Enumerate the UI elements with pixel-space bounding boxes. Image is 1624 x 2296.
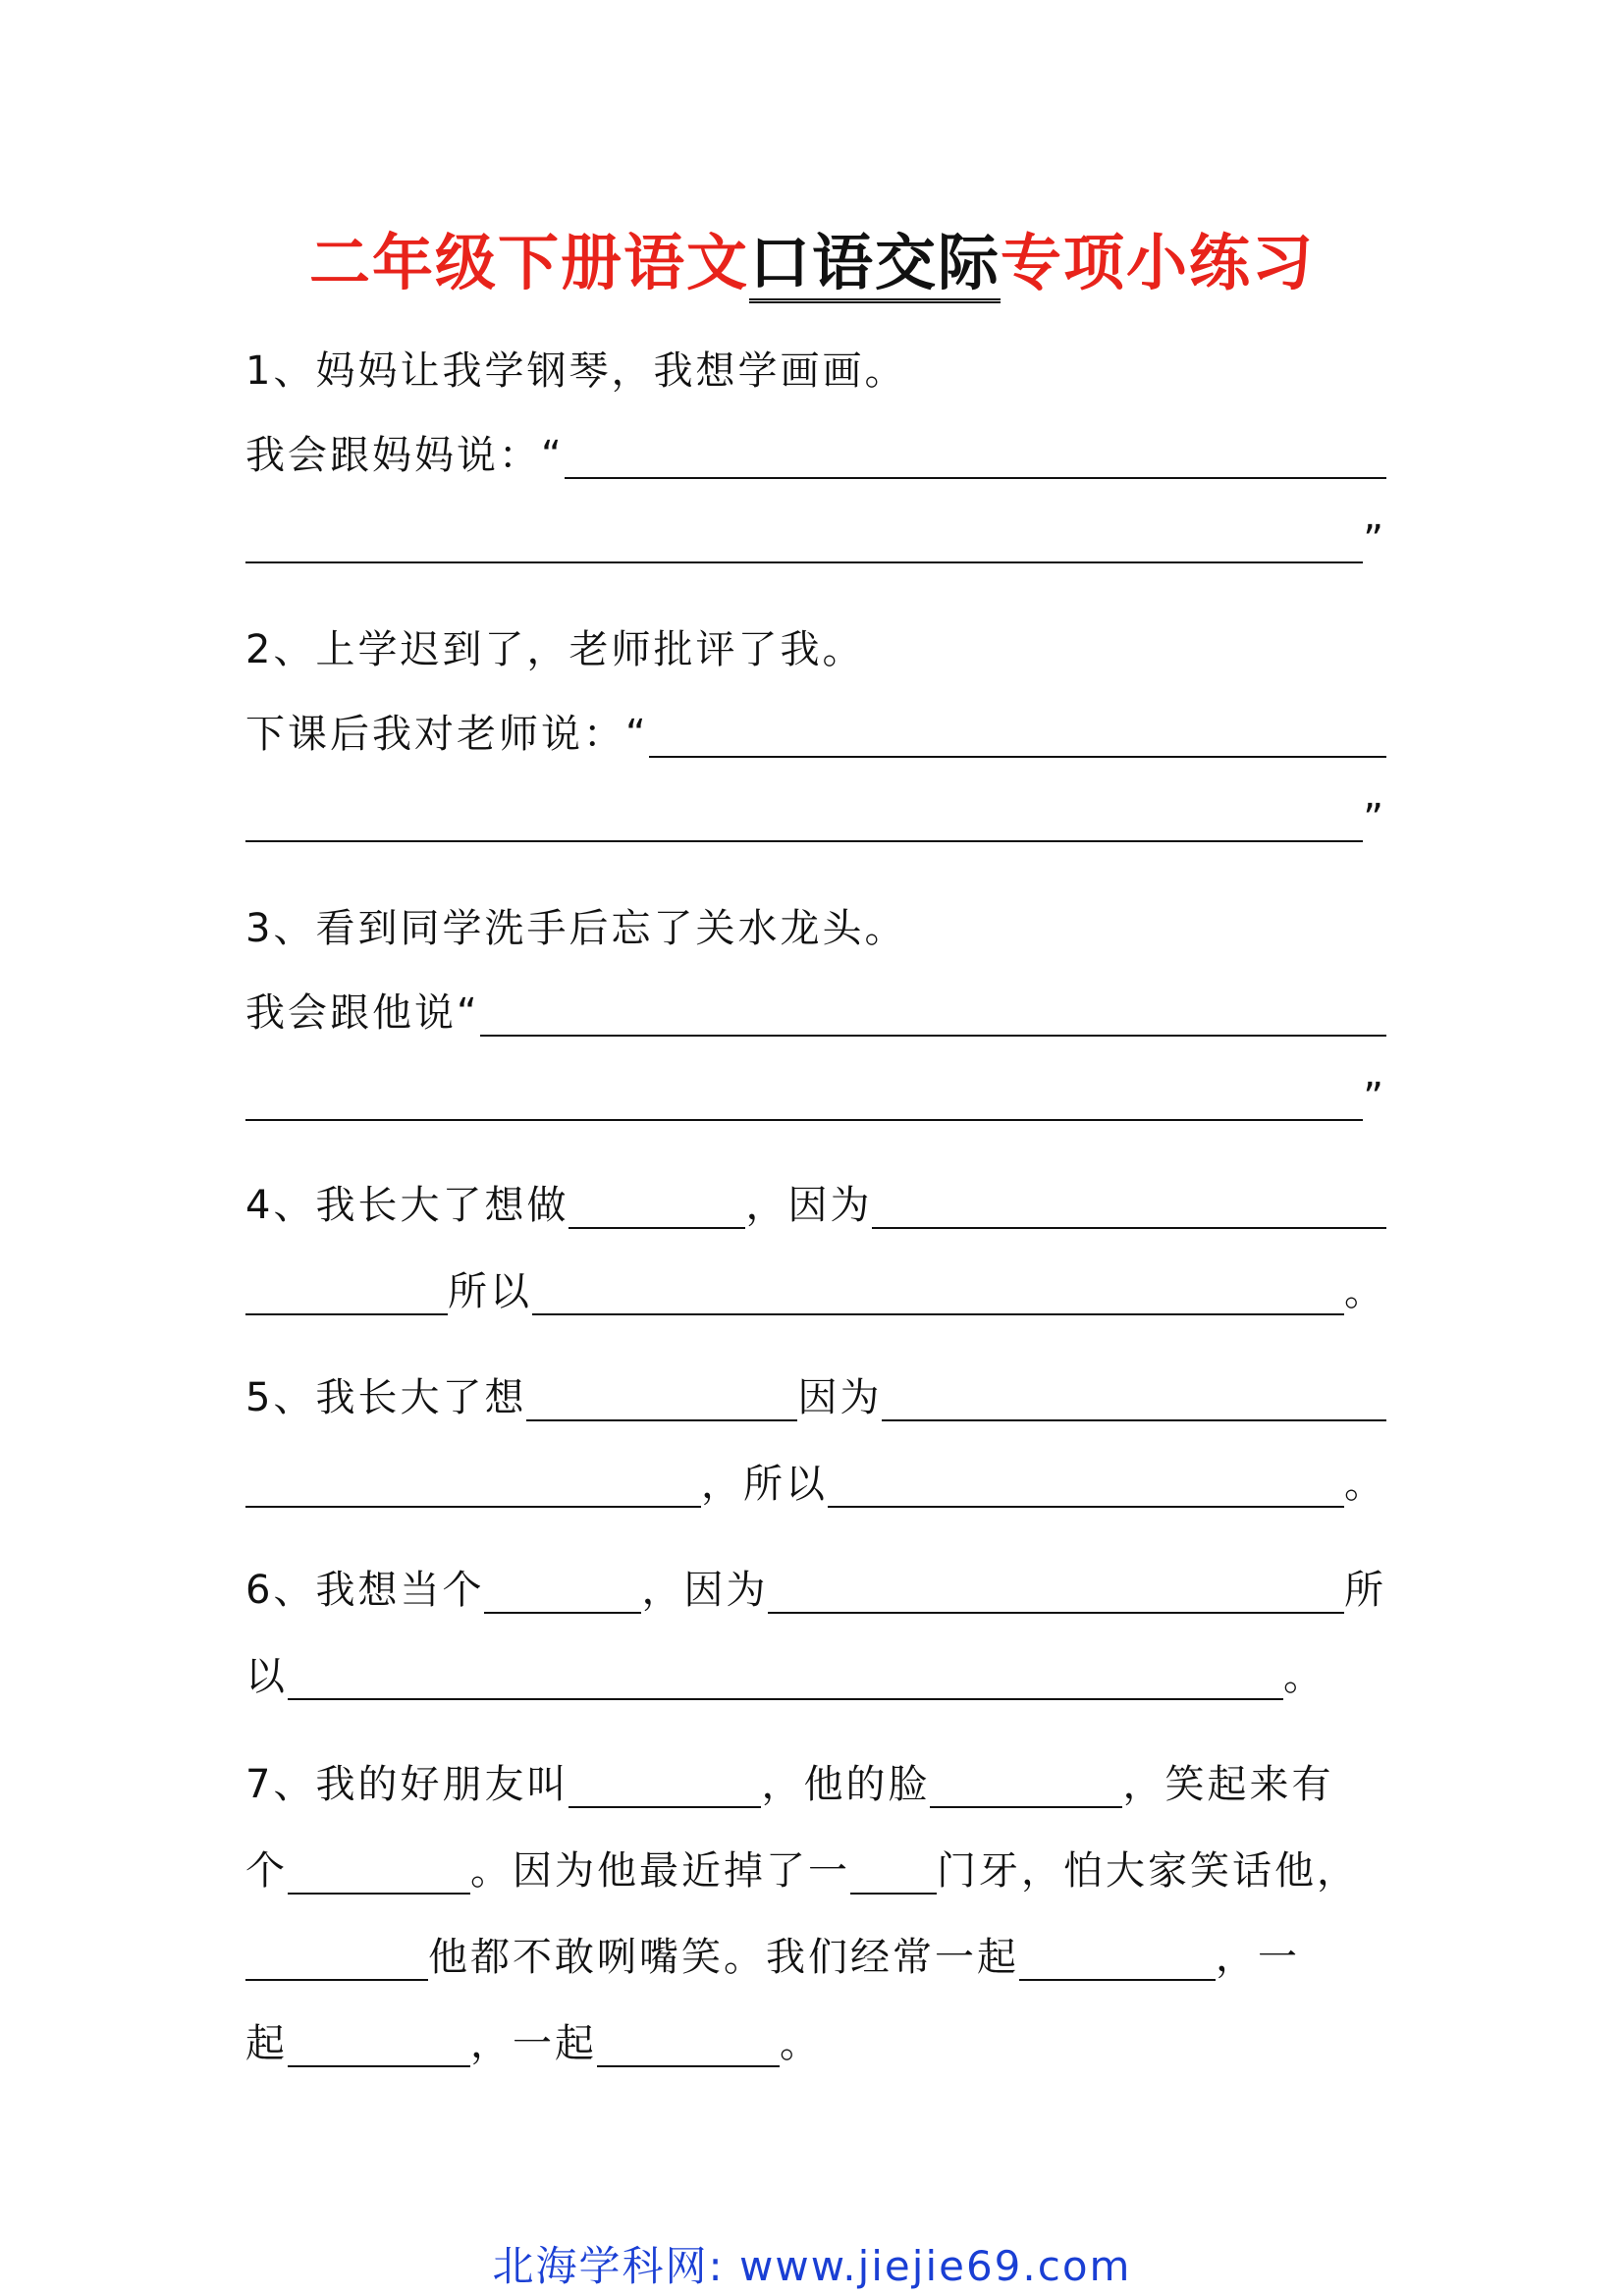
q4-text-c: 所以 <box>448 1269 532 1314</box>
q5-blank-result[interactable] <box>828 1459 1344 1508</box>
q7-blank-count[interactable] <box>850 1845 937 1895</box>
q7-text-a: 7、我的好朋友叫 <box>245 1762 569 1807</box>
q7-blank-activity-1[interactable] <box>1019 1932 1216 1981</box>
q6-text-a: 6、我想当个 <box>245 1568 485 1613</box>
q5-line-2 <box>245 1455 1386 1514</box>
q7-line-3 <box>245 1928 1386 1987</box>
q7-text-b: ，他的脸 <box>761 1762 931 1807</box>
q7-line-1 <box>245 1755 1386 1814</box>
q5-text-c: ，所以 <box>701 1462 828 1507</box>
q7-text-g: 他都不敢咧嘴笑。我们经常一起 <box>428 1935 1019 1980</box>
q2-close-quote: ” <box>1363 796 1386 841</box>
q3-question <box>245 899 1386 958</box>
q4-blank-reason-2[interactable] <box>245 1266 448 1315</box>
q1-text: 1、妈妈让我学钢琴，我想学画画。 <box>245 348 907 394</box>
q3-prompt: 我会跟他说“ <box>245 990 480 1036</box>
q6-line-1 <box>245 1561 1386 1620</box>
title-part-3: 专项小练习 <box>1001 227 1316 298</box>
q6-text-d: 以 <box>245 1654 288 1699</box>
q3-answer-line-1 <box>245 984 1386 1042</box>
q5-blank-reason-2[interactable] <box>245 1459 701 1508</box>
q7-blank-connector[interactable] <box>245 1932 428 1981</box>
q6-blank-role[interactable] <box>484 1565 641 1614</box>
q5-end: 。 <box>1344 1462 1386 1507</box>
q7-line-2 <box>245 1842 1386 1900</box>
q4-blank-job[interactable] <box>568 1180 745 1229</box>
q2-prompt: 下课后我对老师说：“ <box>245 712 649 757</box>
q6-text-c: 所 <box>1344 1568 1386 1613</box>
q1-answer-blank-1[interactable] <box>565 430 1386 479</box>
q1-close-quote: ” <box>1363 517 1386 562</box>
q7-blank-face[interactable] <box>930 1759 1122 1808</box>
q2-text: 2、上学迟到了，老师批评了我。 <box>245 627 865 672</box>
q4-blank-reason-1[interactable] <box>872 1180 1386 1229</box>
q5-blank-wish[interactable] <box>526 1372 797 1421</box>
q7-text-f: 门牙，怕大家笑话他， <box>937 1848 1359 1894</box>
q7-text-j: ，一起 <box>470 2021 597 2066</box>
q2-answer-line-1 <box>245 705 1386 764</box>
q6-blank-reason[interactable] <box>768 1565 1344 1614</box>
q1-question <box>245 342 1386 400</box>
q2-question <box>245 620 1386 679</box>
page-title <box>0 224 1624 302</box>
q4-line-1 <box>245 1176 1386 1235</box>
q4-end: 。 <box>1344 1269 1386 1314</box>
title-part-2: 口语交际 <box>749 227 1001 303</box>
q7-blank-activity-2[interactable] <box>288 2018 470 2067</box>
q7-text-i: 起 <box>245 2021 288 2066</box>
q1-prompt: 我会跟妈妈说：“ <box>245 433 565 478</box>
q7-blank-activity-3[interactable] <box>597 2018 780 2067</box>
q5-text-a: 5、我长大了想 <box>245 1375 527 1420</box>
q5-text-b: 因为 <box>797 1375 883 1420</box>
q6-blank-result[interactable] <box>288 1651 1283 1700</box>
q4-text-b: ，因为 <box>745 1183 873 1228</box>
footer-watermark: 北海学科网: www.jiejie69.com <box>492 2242 1132 2290</box>
q6-text-b: ，因为 <box>641 1568 769 1613</box>
q7-blank-feature[interactable] <box>288 1845 470 1895</box>
q4-line-2 <box>245 1262 1386 1321</box>
q3-answer-blank-2[interactable] <box>245 1072 1363 1121</box>
q6-end: 。 <box>1283 1654 1326 1699</box>
q7-text-d: 个 <box>245 1848 288 1894</box>
q4-text-a: 4、我长大了想做 <box>245 1183 569 1228</box>
q1-answer-line-1 <box>245 426 1386 485</box>
q7-blank-name[interactable] <box>568 1759 761 1808</box>
q7-line-4 <box>245 2014 1386 2073</box>
q5-line-1 <box>245 1368 1386 1427</box>
q1-answer-blank-2[interactable] <box>245 514 1363 563</box>
q7-text-h: ，一 <box>1216 1935 1300 1980</box>
q4-blank-result[interactable] <box>532 1266 1344 1315</box>
q2-answer-blank-2[interactable] <box>245 793 1363 842</box>
q1-answer-line-2 <box>245 510 1386 569</box>
q2-answer-line-2 <box>245 789 1386 848</box>
title-part-1: 二年级下册语文 <box>308 227 749 298</box>
q7-text-e: 。因为他最近掉了一 <box>470 1848 850 1894</box>
q5-blank-reason-1[interactable] <box>882 1372 1386 1421</box>
q7-text-c: ，笑起来有 <box>1122 1762 1334 1807</box>
q3-text: 3、看到同学洗手后忘了关水龙头。 <box>245 906 907 951</box>
q7-end: 。 <box>780 2021 822 2066</box>
q3-close-quote: ” <box>1363 1075 1386 1120</box>
q2-answer-blank-1[interactable] <box>649 709 1386 758</box>
q6-line-2 <box>245 1647 1386 1706</box>
q3-answer-line-2 <box>245 1068 1386 1127</box>
q3-answer-blank-1[interactable] <box>480 988 1386 1037</box>
